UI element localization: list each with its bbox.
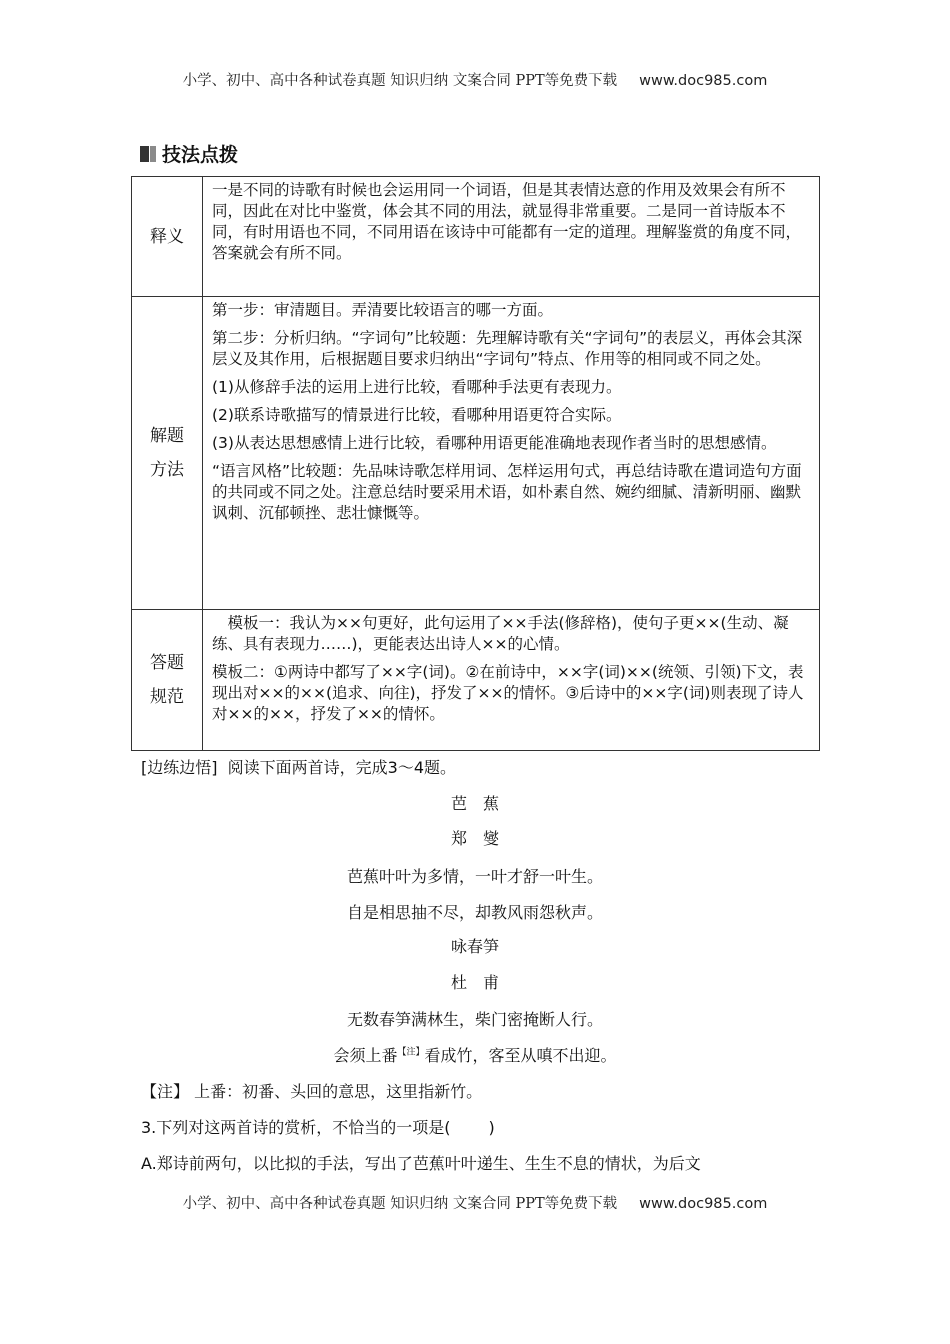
page-header [0,69,950,90]
poem1-title: 芭 蕉 [450,794,499,813]
answer-label-1: 答题 [150,653,184,673]
poem2-title: 咏春笋 [450,937,499,956]
method-step1: 第一步：审清题目。弄清要比较语言的哪一方面。 [212,301,554,319]
poem2-note-marker: 【注】 [397,1047,425,1058]
question3-stem-b: ) [488,1118,495,1137]
answer-cell [203,610,820,751]
definition-cell [203,177,820,297]
method-label-2: 方法 [150,460,184,480]
method-label-1: 解题 [150,426,184,446]
practice-tag: [边练边悟] [141,758,218,777]
poem1-author: 郑 燮 [450,829,499,848]
row-label-method [132,297,203,610]
note-label: 【注】 [141,1082,190,1101]
section-title-text: 技法点拨 [162,144,239,166]
question3-stem [141,1115,821,1138]
poem2-author: 杜 甫 [450,973,499,992]
row-label-definition: 释义 [132,177,203,297]
footer-site-link[interactable]: www.doc985.com [639,1196,768,1212]
poem2-line2 [0,1043,950,1066]
note-text: 上番：初番、头回的意思，这里指新竹。 [194,1082,483,1101]
question3-stem-a: 3.下列对这两首诗的赏析，不恰当的一项是( [141,1118,451,1137]
header-text: 小学、初中、高中各种试卷真题 知识归纳 文案合同 PPT等免费下载 [182,73,618,89]
row-label-answer [132,610,203,751]
header-site-link[interactable]: www.doc985.com [639,73,768,89]
poem-note [141,1079,821,1102]
poem2-line2-part2: 看成竹，客至从嗔不出迎。 [424,1046,617,1065]
footer-text: 小学、初中、高中各种试卷真题 知识归纳 文案合同 PPT等免费下载 [182,1196,618,1212]
poem2-line2-part1: 会须上番 [333,1046,398,1065]
definition-text: 一是不同的诗歌有时候也会运用同一个词语，但是其表情达意的作用及效果会有所不同，因此在对比中鉴赏，体会其不同的用法，就显得非常重要。二是同一首诗版本不同，有时用语也不同，不同用语在该诗中可能都有一定的道理。理解鉴赏的角度不同，答案就会有所不同。 [212,181,802,262]
answer-label-2: 规范 [150,687,184,707]
method-item1: (1)从修辞手法的运用上进行比较，看哪种手法更有表现力。 [212,378,622,396]
section-title [140,140,238,167]
method-style: “语言风格”比较题：先品味诗歌怎样用词、怎样运用句式，再总结诗歌在遣词造句方面的共同或不同之处。注意总结时要采用术语，如朴素自然、婉约细腻、清新明丽、幽默讽刺、沉郁顿挫、悲壮慷慨等。 [212,462,802,522]
section-marker-icon [140,146,156,162]
table-row-method [132,297,820,610]
poem1-line1: 芭蕉叶叶为多情，一叶才舒一叶生。 [346,867,603,886]
table-row-answer [132,610,820,751]
technique-table [131,176,820,751]
table-row-definition [132,177,820,297]
practice-instruction-text: 阅读下面两首诗，完成3～4题。 [227,758,457,777]
answer-template1: 模板一：我认为××句更好，此句运用了××手法(修辞格)，使句子更××(生动、凝练、具有表现力……)，更能表达出诗人××的心情。 [212,614,789,653]
question3-option-a: A.郑诗前两句，以比拟的手法，写出了芭蕉叶叶递生、生生不息的情状，为后文 [141,1154,701,1173]
method-item3: (3)从表达思想感情上进行比较，看哪种用语更能准确地表现作者当时的思想感情。 [212,434,777,452]
practice-instruction [141,755,821,778]
method-cell [203,297,820,610]
poem1-line2: 自是相思抽不尽，却教风雨怨秋声。 [346,903,603,922]
answer-template2: 模板二：①两诗中都写了××字(词)。②在前诗中，××字(词)××(统领、引领)下文，表现出对××的××(追求、向往)，抒发了××的情怀。③后诗中的××字(词)则表现了诗人对××的××，抒发了××的情怀。 [212,663,804,723]
poem2-line1: 无数春笋满林生，柴门密掩断人行。 [346,1010,603,1029]
page-footer [0,1192,950,1213]
method-step2: 第二步：分析归纳。“字词句”比较题：先理解诗歌有关“字词句”的表层义，再体会其深层义及其作用，后根据题目要求归纳出“字词句”特点、作用等的相同或不同之处。 [212,329,803,368]
method-item2: (2)联系诗歌描写的情景进行比较，看哪种用语更符合实际。 [212,406,622,424]
